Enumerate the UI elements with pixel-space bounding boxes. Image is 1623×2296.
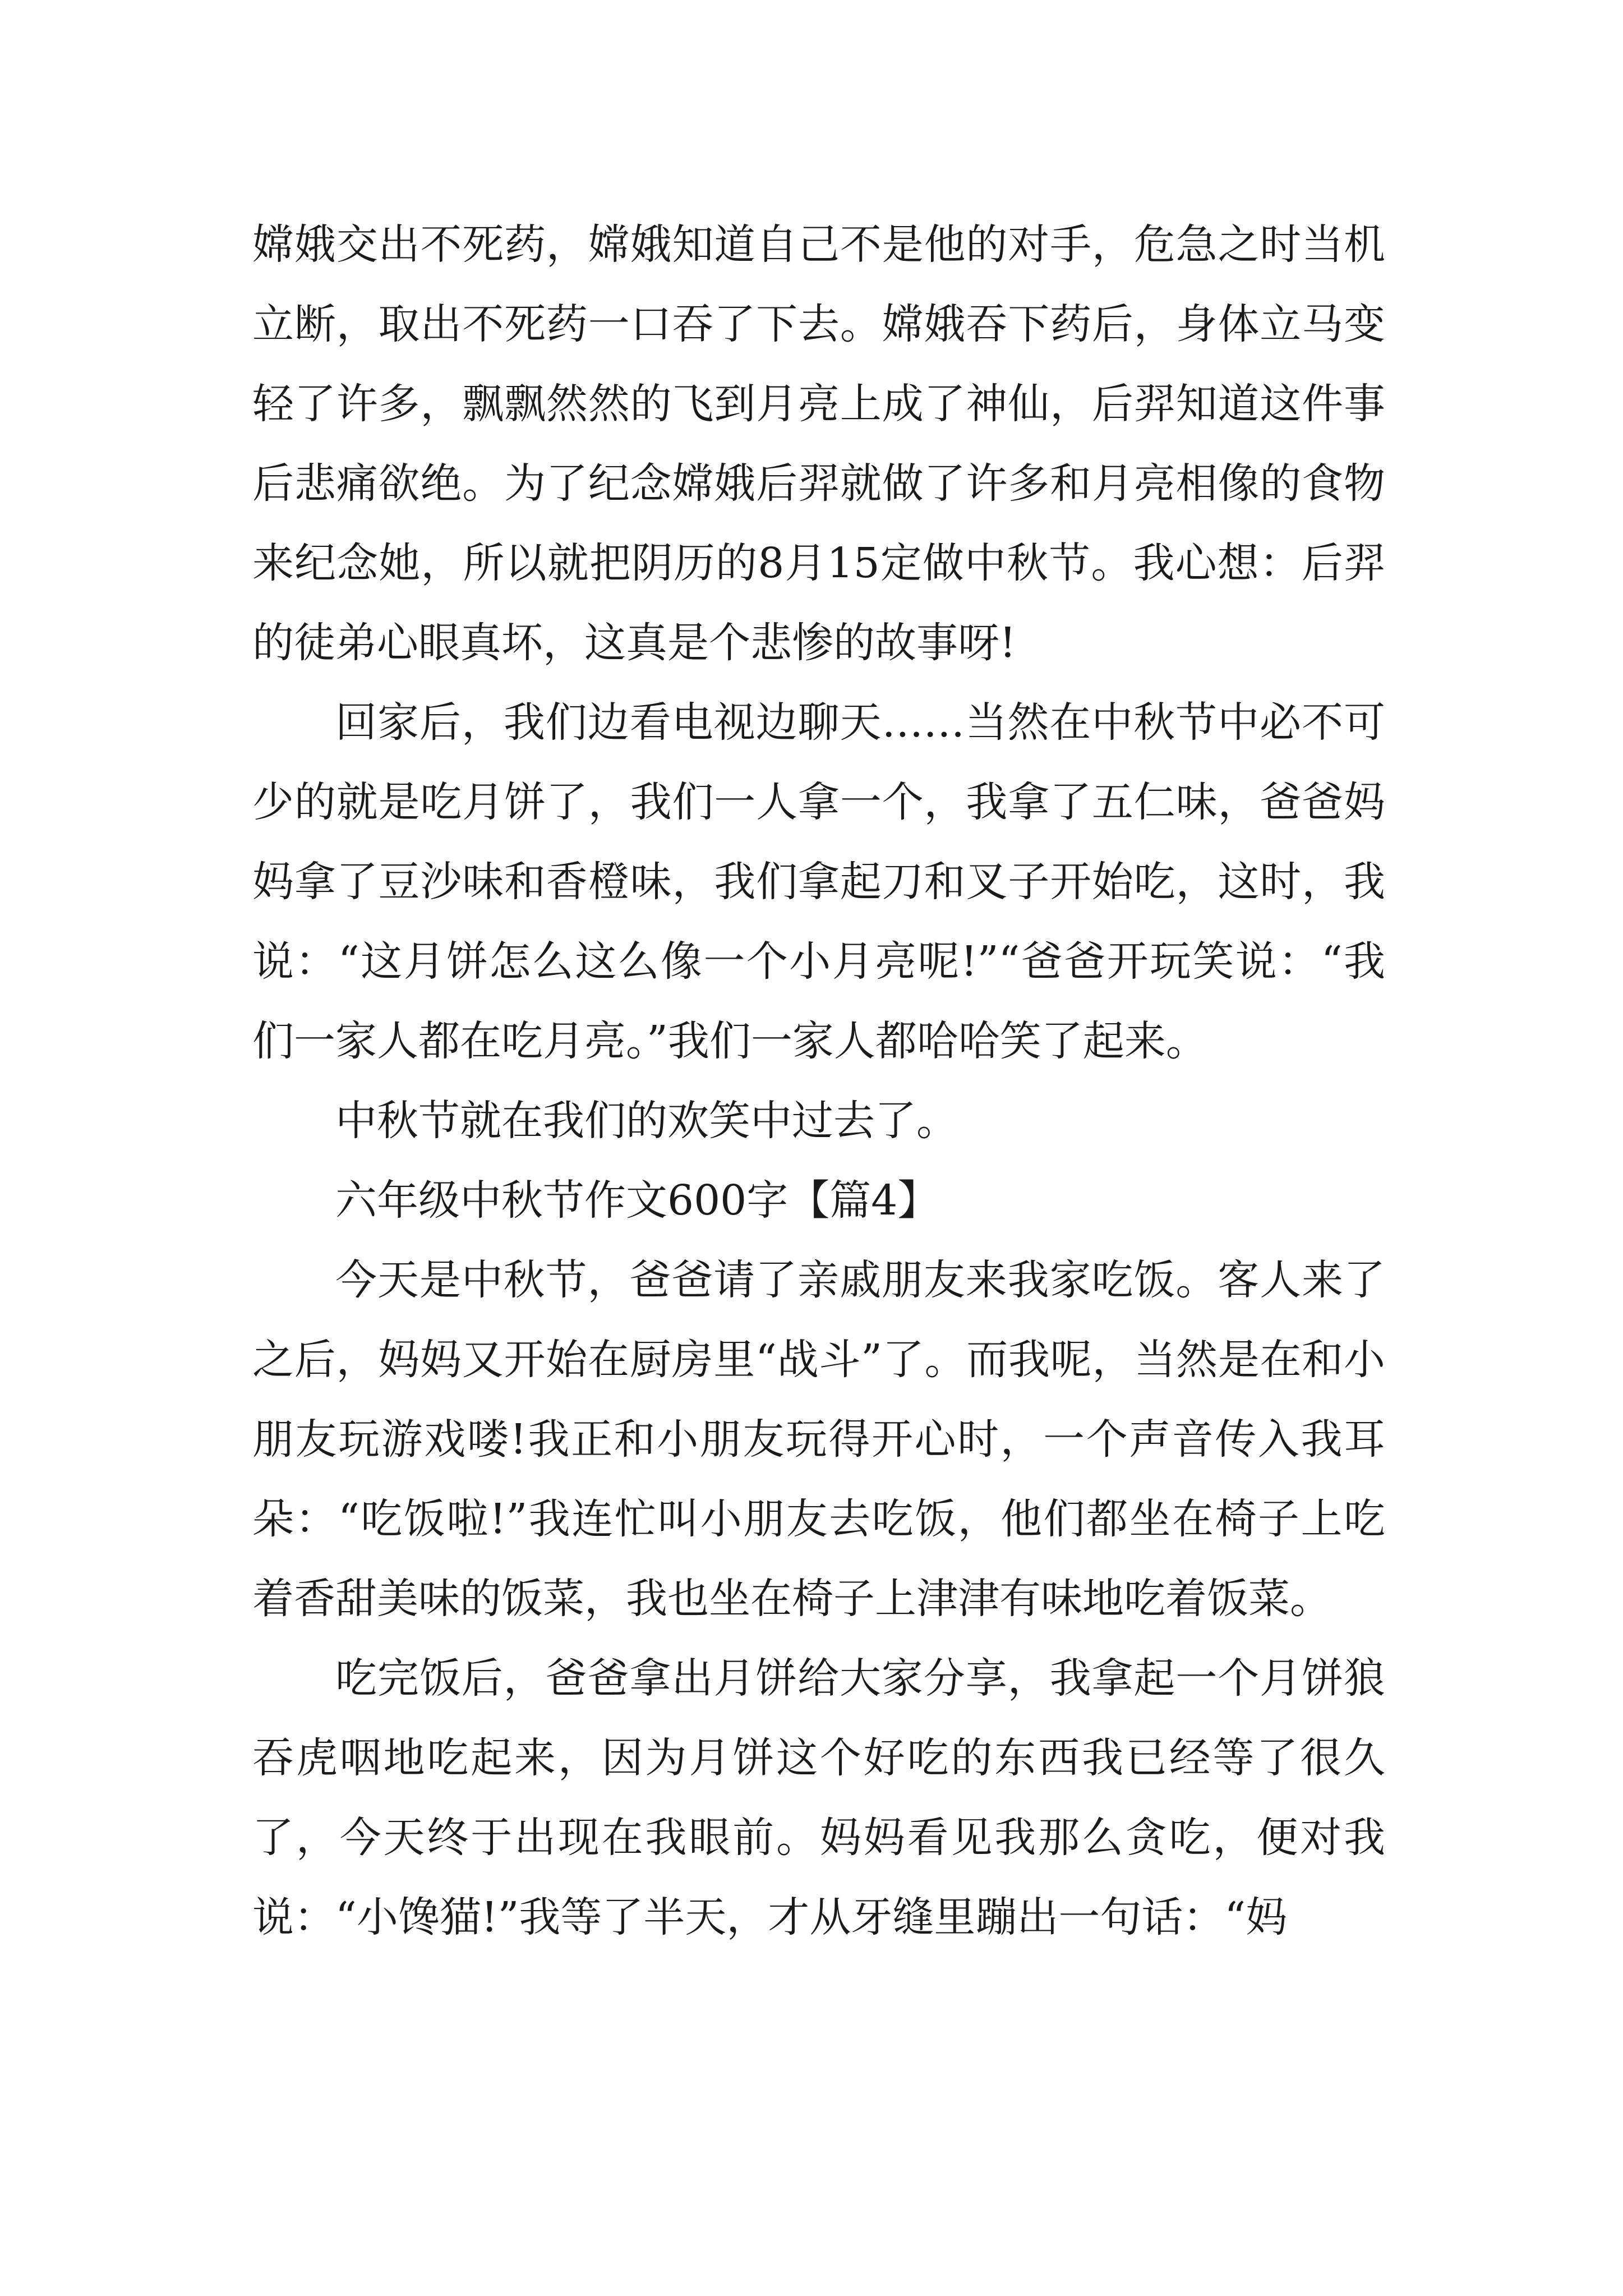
paragraph-5: 今天是中秋节，爸爸请了亲戚朋友来我家吃饭。客人来了之后，妈妈又开始在厨房里“战斗”了。而我呢，当然是在和小朋友玩游戏喽!我正和小朋友玩得开心时，一个声音传入我耳朵：“吃饭啦!”我连忙叫小朋友去吃饭，他们都坐在椅子上吃着香甜美味的饭菜，我也坐在椅子上津津有味地吃着饭菜。 [252, 1256, 1385, 1623]
document-body [252, 205, 1385, 1957]
paragraph-1: 嫦娥交出不死药，嫦娥知道自己不是他的对手，危急之时当机立断，取出不死药一口吞了下去。嫦娥吞下药后，身体立马变轻了许多，飘飘然然的飞到月亮上成了神仙，后羿知道这件事后悲痛欲绝。为了纪念嫦娥后羿就做了许多和月亮相像的食物来纪念她，所以就把阴历的8月15定做中秋节。我心想：后羿的徒弟心眼真坏，这真是个悲惨的故事呀! [252, 220, 1385, 667]
paragraph-3: 中秋节就在我们的欢笑中过去了。 [335, 1097, 958, 1145]
paragraph-6: 吃完饭后，爸爸拿出月饼给大家分享，我拿起一个月饼狼吞虎咽地吃起来，因为月饼这个好吃的东西我已经等了很久了，今天终于出现在我眼前。妈妈看见我那么贪吃，便对我说：“小馋猫!”我等了半天，才从牙缝里蹦出一句话：“妈 [252, 1654, 1385, 1941]
section-heading: 六年级中秋节作文600字【篇4】 [335, 1176, 939, 1225]
paragraph-2: 回家后，我们边看电视边聊天……当然在中秋节中必不可少的就是吃月饼了，我们一人拿一个，我拿了五仁味，爸爸妈妈拿了豆沙味和香橙味，我们拿起刀和叉子开始吃，这时，我说：“这月饼怎么这么像一个小月亮呢!”“爸爸开玩笑说：“我们一家人都在吃月亮。”我们一家人都哈哈笑了起来。 [252, 698, 1385, 1065]
